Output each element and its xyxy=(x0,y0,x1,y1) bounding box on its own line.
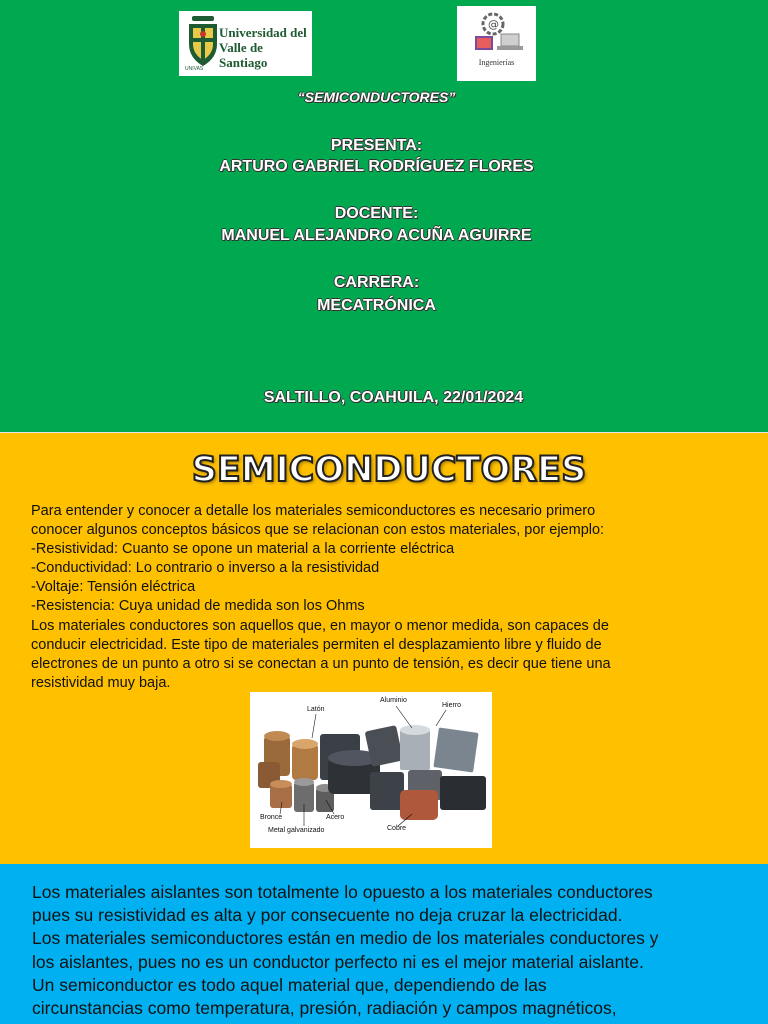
metals-photo xyxy=(250,692,492,848)
text-line: Para entender y conocer a detalle los materiales semiconductores es necesario primero xyxy=(31,503,596,519)
label-acero: Acero xyxy=(326,814,345,821)
label-hierro: Hierro xyxy=(442,702,462,709)
career-label: CARRERA: xyxy=(333,274,420,291)
text-line: electrones de un punto a otro si se conectan a un punto de tensión, es decir que tiene una xyxy=(31,655,611,672)
text-line: resistividad muy baja. xyxy=(31,674,171,691)
teacher-name: MANUEL ALEJANDRO ACUÑA AGUIRRE xyxy=(221,227,532,244)
engineering-logo xyxy=(457,6,536,81)
label-laton: Latón xyxy=(307,706,325,713)
place-date: SALTILLO, COAHUILA, 22/01/2024 xyxy=(263,389,524,406)
text-line: Un semiconductor es todo aquel material que, dependiendo de las xyxy=(32,974,547,995)
text-line: los aislantes, pues no es un conductor perfecto ni es el mejor material aislante. xyxy=(32,951,644,972)
presenter-name: ARTURO GABRIEL RODRÍGUEZ FLORES xyxy=(219,158,534,175)
university-tag: UNIVAS xyxy=(185,66,204,72)
university-shield-icon xyxy=(183,16,223,71)
metal-samples-illustration xyxy=(250,692,492,848)
cover-slide xyxy=(0,0,768,432)
label-aluminio: Aluminio xyxy=(380,697,407,704)
presenter-label: PRESENTA: xyxy=(330,137,423,154)
slide-body-text xyxy=(32,881,752,1020)
label-metal-galvanizado: Metal galvanizado xyxy=(268,827,325,834)
text-line: -Resistividad: Cuanto se opone un material a la corriente eléctrica xyxy=(31,541,455,558)
text-line: circunstancias como temperatura, presión, radiación y campos magnéticos, xyxy=(32,998,617,1019)
engineering-label: Ingenierías xyxy=(478,58,515,67)
text-line: Los materiales semiconductores están en medio de los materiales conductores y xyxy=(32,928,659,949)
text-line: pues su resistividad es alta y por consecuente no deja cruzar la electricidad. xyxy=(32,905,623,926)
cover-title: “SEMICONDUCTORES” xyxy=(297,89,456,105)
text-line: Los materiales aislantes son totalmente lo opuesto a los materiales conductores xyxy=(32,882,653,902)
svg-text:@: @ xyxy=(488,18,499,31)
text-line: conducir electricidad. Este tipo de materiales permiten el desplazamiento libre y fluido de xyxy=(31,636,602,653)
teacher-label: DOCENTE: xyxy=(334,205,419,222)
text-line: -Voltaje: Tensión eléctrica xyxy=(31,579,196,596)
label-bronce: Bronce xyxy=(260,814,283,821)
university-name: Universidad del Valle de Santiago xyxy=(219,25,307,70)
slide-title: SEMICONDUCTORES xyxy=(191,450,587,490)
slide-body-text xyxy=(31,502,751,693)
text-line: -Conductividad: Lo contrario o inverso a la resistividad xyxy=(31,560,380,577)
career-name: MECATRÓNICA xyxy=(317,297,436,314)
text-line: Los materiales conductores son aquellos que, en mayor o menor medida, son capaces de xyxy=(31,617,609,634)
engineering-icon xyxy=(467,10,527,55)
text-line: -Resistencia: Cuya unidad de medida son los Ohms xyxy=(31,598,365,615)
label-cobre: Cobre xyxy=(387,825,407,832)
text-line: conocer algunos conceptos básicos que se relacionan con estos materiales, por ejemplo: xyxy=(31,522,605,539)
university-logo xyxy=(179,11,312,76)
